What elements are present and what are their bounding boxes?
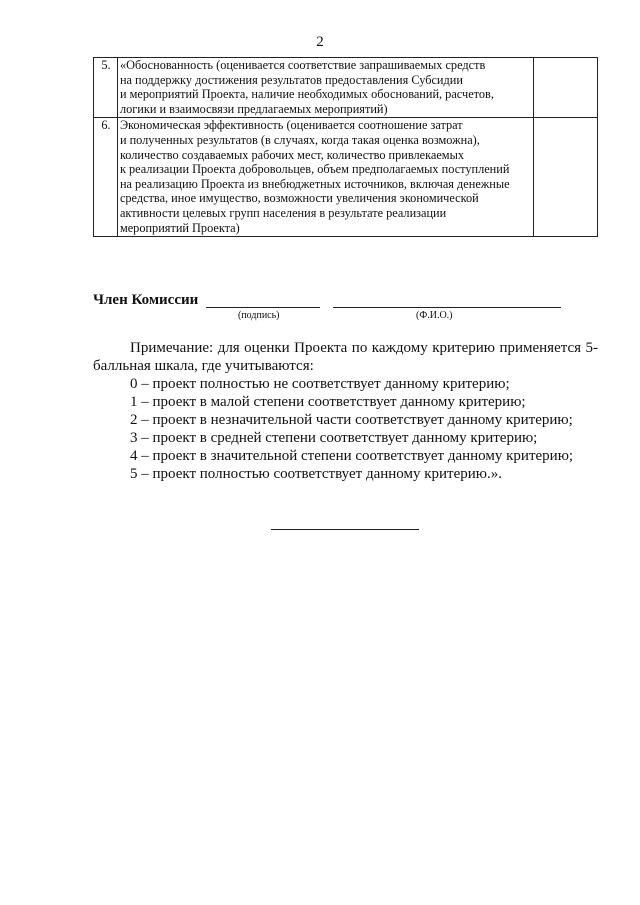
- list-item: 1 – проект в малой степени соответствует данному критерию;: [130, 394, 526, 410]
- row-number: 5.: [94, 58, 118, 118]
- name-caption: (Ф.И.О.): [416, 310, 453, 321]
- criteria-table: [93, 57, 598, 237]
- criterion-line: «Обоснованность (оценивается соответствие запрашиваемых средств: [119, 58, 486, 72]
- end-divider: [271, 529, 419, 530]
- criterion-line: и полученных результатов (в случаях, когда такая оценка возможна),: [119, 132, 480, 147]
- list-item: 2 – проект в незначительной части соответствует данному критерию;: [130, 412, 573, 428]
- criterion-line: мероприятий Проекта): [119, 220, 240, 235]
- criterion-line: на реализацию Проекта из внебюджетных источников, включая денежные: [119, 176, 510, 191]
- criterion-line: логики и взаимосвязи предлагаемых мероприятий): [119, 101, 388, 116]
- signature-caption: (подпись): [238, 310, 280, 321]
- table-row: [94, 58, 598, 118]
- criterion-line: и мероприятий Проекта, наличие необходимых обоснований, расчетов,: [119, 87, 494, 102]
- list-item: 5 – проект полностью соответствует данному критерию.».: [130, 466, 503, 482]
- page-number: 2: [316, 34, 324, 50]
- score-cell: [534, 118, 598, 237]
- criterion-text: [117, 58, 533, 118]
- signature-line: [206, 307, 320, 308]
- list-item: 0 – проект полностью не соответствует данному критерию;: [130, 376, 510, 392]
- criterion-line: средства, иное имущество, возможности увеличения экономической: [119, 191, 479, 206]
- score-cell: [534, 58, 598, 118]
- row-number: 6.: [94, 118, 118, 237]
- criterion-line: к реализации Проекта добровольцев, объем предполагаемых поступлений: [119, 162, 510, 177]
- signature-title: Член Комиссии: [93, 292, 199, 308]
- criterion-text: [117, 118, 533, 237]
- list-item: 3 – проект в средней степени соответствует данному критерию;: [130, 430, 538, 446]
- note-intro: Примечание: для оценки Проекта по каждому критерию применяется 5-балльная шкала, где учитываются:: [93, 340, 598, 374]
- name-line: [333, 307, 561, 308]
- criterion-line: активности целевых групп населения в результате реализации: [119, 205, 447, 220]
- note-section: [93, 339, 598, 483]
- score-scale-list: [93, 375, 598, 483]
- criterion-line: количество создаваемых рабочих мест, количество привлекаемых: [119, 147, 465, 162]
- criterion-line: на поддержку достижения результатов предоставления Субсидии: [119, 72, 463, 87]
- table-row: [94, 118, 598, 237]
- criterion-line: Экономическая эффективность (оценивается соотношение затрат: [119, 118, 463, 133]
- list-item: 4 – проект в значительной степени соответствует данному критерию;: [130, 448, 574, 464]
- signature-block: [93, 292, 573, 326]
